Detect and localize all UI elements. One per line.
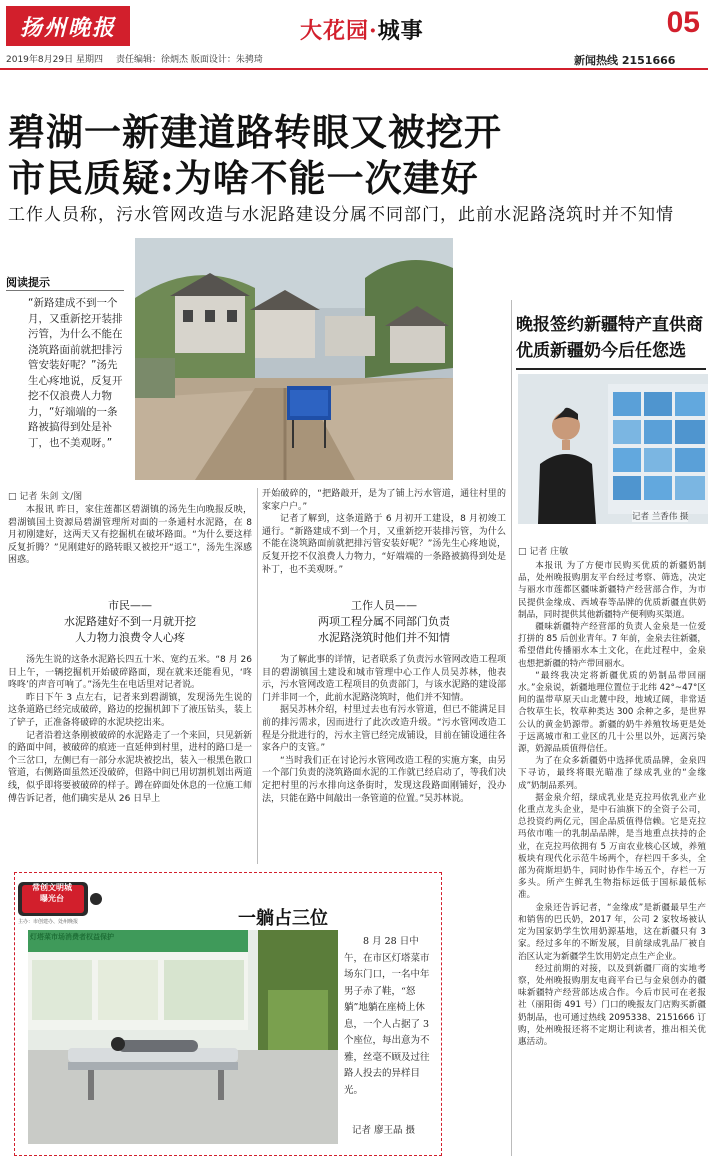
headline-line-2: 市民质疑:为啥不能一次建好 bbox=[8, 156, 479, 200]
column-divider bbox=[257, 488, 258, 864]
pullquote-line: 两项工程分属不同部门负责 bbox=[318, 615, 450, 628]
paragraph: 昨日下午 3 点左右，记者来到碧湖镇，发现汤先生说的这条道路已经完成破碎，路边的挖掘机卸下了液压钻头，装上了铲子，正准备将破碎的水泥块挖出来。 bbox=[8, 692, 252, 728]
market-bench-photo bbox=[28, 930, 338, 1144]
paragraph: 据吴苏林介绍，村里过去也有污水管道，但已不能满足目前的排污需求，因而进行了此次改造升级。“污水管网改造工程是分批进行的，污水主管已经完成铺设，目前在铺设通往各家各户的支管。” bbox=[262, 705, 506, 754]
reading-tip-rule bbox=[6, 290, 124, 291]
milk-photo-credit: 记者 兰香伟 摄 bbox=[632, 512, 689, 522]
paragraph: “当时我们正在讨论污水管网改造工程的实施方案，由另一个部门负责的浇筑路面水泥的工作就已经启动了，等我们决定把村里的污水排向这条街时，发现这段路面刚铺好，没办法，只能在路中间敲出一条管道的位置。”吴苏林说。 bbox=[262, 755, 506, 804]
news-hotline: 新闻热线 2151666 bbox=[574, 54, 676, 67]
right-article-body bbox=[518, 560, 706, 1048]
paragraph: 本报讯 昨日，家住莲都区碧湖镇的汤先生向晚报反映，碧湖镇国土资源局碧湖管理所对面的一条通村水泥路，在 8 月初刚建好，这两天又有挖掘机在破坏路面。“为什么要这样反复折腾？”见刚建好的路转眼又被挖开“返工”，汤先生深感困惑。 bbox=[8, 505, 252, 566]
pullquote-staff bbox=[262, 598, 506, 646]
market-banner: 灯塔菜市场消费者权益保护 bbox=[30, 933, 114, 941]
headline-line-1: 碧湖一新建道路转眼又被挖开 bbox=[8, 110, 502, 154]
section-title bbox=[300, 14, 424, 45]
right-article-headline bbox=[516, 312, 703, 364]
column-divider bbox=[511, 300, 512, 1156]
main-article-credit: □ 记者 朱剑 文/图 bbox=[8, 492, 83, 502]
main-article-col1-top bbox=[8, 504, 252, 567]
section-title-b: 城事 bbox=[377, 18, 424, 44]
road-photo bbox=[135, 238, 453, 480]
exposure-sponsor: 主办：市创建办、处州晚报 bbox=[18, 919, 79, 925]
masthead-rule bbox=[0, 68, 708, 70]
badge-line-1: 常创文明城 bbox=[32, 883, 72, 892]
badge-line-2: 曝光台 bbox=[40, 894, 64, 903]
main-article-col2-bottom bbox=[262, 654, 506, 805]
paragraph: “最终我决定将新疆优质的奶制品带回丽水。”金泉说，新疆地理位置位于北纬 42°~47°区间的温带草原天山北麓中段，地域辽阔，非常适合牧草生长，牧草种类达 300 余种之多，是世界公认的黄金奶源带。新疆的奶牛养殖牧场更是处于远离城市和工业区的几十公里以外，远离污染源，奶源品质值得信任。 bbox=[518, 670, 706, 755]
paragraph: 开始破碎的，“把路敲开，是为了铺上污水管道，通往村里的家家户户。” bbox=[262, 489, 506, 512]
pullquote-line: 人力物力浪费令人心疼 bbox=[75, 631, 185, 644]
paragraph: 本报讯 为了方便市民购买优质的新疆奶制品，处州晚报购朋友平台经过考察、筛选，决定与丽水市莲都区疆味新疆特产经营部合作，为市民提供金缘成、西域春等品牌的优质新疆直供奶制品，同时提供其他新疆特产便利购买渠道。 bbox=[518, 561, 706, 620]
exposure-title: 一躺占三位 bbox=[238, 908, 328, 929]
pullquote-line: 水泥路建好不到一月就开挖 bbox=[64, 615, 196, 628]
section-title-a: 大花园· bbox=[300, 18, 378, 44]
right-article-credit: □ 记者 庄敏 bbox=[518, 547, 569, 557]
exposure-badge-text bbox=[24, 882, 80, 904]
paragraph: 据金泉介绍，绿成乳业是克拉玛依乳业产业化重点龙头企业，是中石油旗下的全资子公司，总投资约两亿元，国企品质值得信赖。它是克拉玛依市唯一的乳制品品牌，是当地重点扶持的企业，在克拉玛依拥有 5 万亩农业核心区域，养殖板块有现代化示范牛场两个，存栏四千多头，全部为荷斯坦奶牛，同时协作牛场五个，存栏一万多头。所产生鲜乳生物指标远低于国标最低标准。 bbox=[518, 792, 706, 901]
paragraph: 汤先生说的这条水泥路长四五十米、宽约五米。“8 月 26 日上午，一辆挖掘机开始破碎路面，现在就来还能看见，‘咚咚咚’的声音可响了。”汤先生在电话里对记者说。 bbox=[8, 655, 252, 691]
issue-date: 2019年8月29日 星期四 bbox=[6, 55, 103, 65]
paragraph: 疆味新疆特产经营部的负责人金泉是一位爱打拼的 85 后创业青年。7 年前，金泉去往新疆，希望借此传播丽水本土文化，在此过程中，金泉也想把新疆的特产带回丽水。 bbox=[518, 622, 706, 669]
pullquote-label: 工作人员—— bbox=[351, 599, 417, 612]
reading-tip-title: 阅读提示 bbox=[6, 276, 50, 289]
main-article-col1-bottom bbox=[8, 654, 252, 805]
milk-shop-photo bbox=[518, 374, 708, 524]
newspaper-logo: 扬州晚报 bbox=[6, 6, 130, 46]
pullquote-label: 市民—— bbox=[108, 599, 152, 612]
exposure-text: 8 月 28 日中午，在市区灯塔菜市场东门口，一名中年男子赤了鞋，“怒躺”地躺在座椅上休息，一个人占据了 3 个座位，每出意为不雅，丝毫不顾及过往路人投去的异样目光。 bbox=[344, 936, 430, 1096]
paragraph: 为了解此事的详情，记者联系了负责污水管网改造工程项目的碧湖镇国土建设和城市管理中心工作人员吴苏林，他表示，污水管网改造工程项目的负责部门，与该水泥路的建设部门并非同一个，此前水泥路浇筑时，他们并不知情。 bbox=[262, 655, 506, 703]
main-article-col2-top bbox=[262, 488, 506, 576]
right-headline-line-2: 优质新疆奶今后任您选 bbox=[516, 341, 686, 361]
pullquote-line: 水泥路浇筑时他们并不知情 bbox=[318, 631, 450, 644]
paragraph: 记者了解到，这条道路于 6 月初开工建设，8 月初竣工通行。“新路建成不到一个月，又重新挖开装排污管，为什么不能在浇筑路面前就把排污管安装好呢？”汤先生心疼地说，反复开挖不仅浪费人力物力，“好端端的一条路被搞得到处是补丁，也不美观呀。” bbox=[262, 514, 506, 575]
reading-tip-text: “新路建成不到一个月，又重新挖开装排污管，为什么不能在浇筑路面前就把排污管安装好呢？”汤先生心疼地说，反复开挖不仅浪费人力物力，“好端端的一条路被搞得到处是补丁，也不美观呀。” bbox=[28, 297, 123, 449]
pullquote-residents bbox=[8, 598, 252, 646]
paragraph: 记者沿着这条刚被破碎的水泥路走了一个来回，只见新新的路面中间，被破碎的痕迹一直延伸到村里，进村的路口是一个三岔口，左侧已有一部分水泥块被挖出，装入一根黑色散口管道，右侧路面虽然还没破碎，但路中间已用切割机划出两道线，似乎即将要被破碎的样子。蹲在碎面处休息的一位施工师傅告诉记者，他们确实是从 26 日早上 bbox=[8, 730, 252, 804]
editor-credits: 责任编辑：徐炳杰 版面设计：朱骋琦 bbox=[116, 55, 263, 65]
subheadline: 工作人员称，污水管网改造与水泥路建设分属不同部门，此前水泥路浇筑时并不知情 bbox=[8, 205, 674, 225]
paragraph: 经过前期的对接，以及到新疆厂商的实地考察，处州晚报购朋友电商平台已与金泉创办的疆味新疆特产经营部达成合作。今后市民可在老报社（丽阳街 491 号）门口的晚报友门店购买新疆奶制品，也可通过热线 2095338、2151666 订购，处州晚报还将不定期让利读者，推出相关优惠活动。 bbox=[518, 963, 706, 1047]
right-article-rule bbox=[516, 368, 706, 370]
paragraph: 为了在众多新疆奶中选择优质品牌，金泉四下寻访，最终将眼光瞄准了绿成乳业的“金缘成”奶制品系列。 bbox=[518, 756, 706, 791]
exposure-credit: 记者 廖王晶 摄 bbox=[352, 1125, 416, 1136]
right-headline-line-1: 晚报签约新疆特产直供商 bbox=[516, 315, 703, 335]
page-number: 05 bbox=[666, 6, 700, 39]
paragraph: 金泉还告诉记者，“金缘成”是新疆最早生产和销售的巴氏奶，2017 年，公司 2 家牧场被认定为国家奶学生饮用奶源基地，这在新疆只有 3 家。经过多年的不断发展，目前绿成乳品厂被自治区认定为新疆学生饮用奶定点生产企业。 bbox=[518, 902, 706, 962]
